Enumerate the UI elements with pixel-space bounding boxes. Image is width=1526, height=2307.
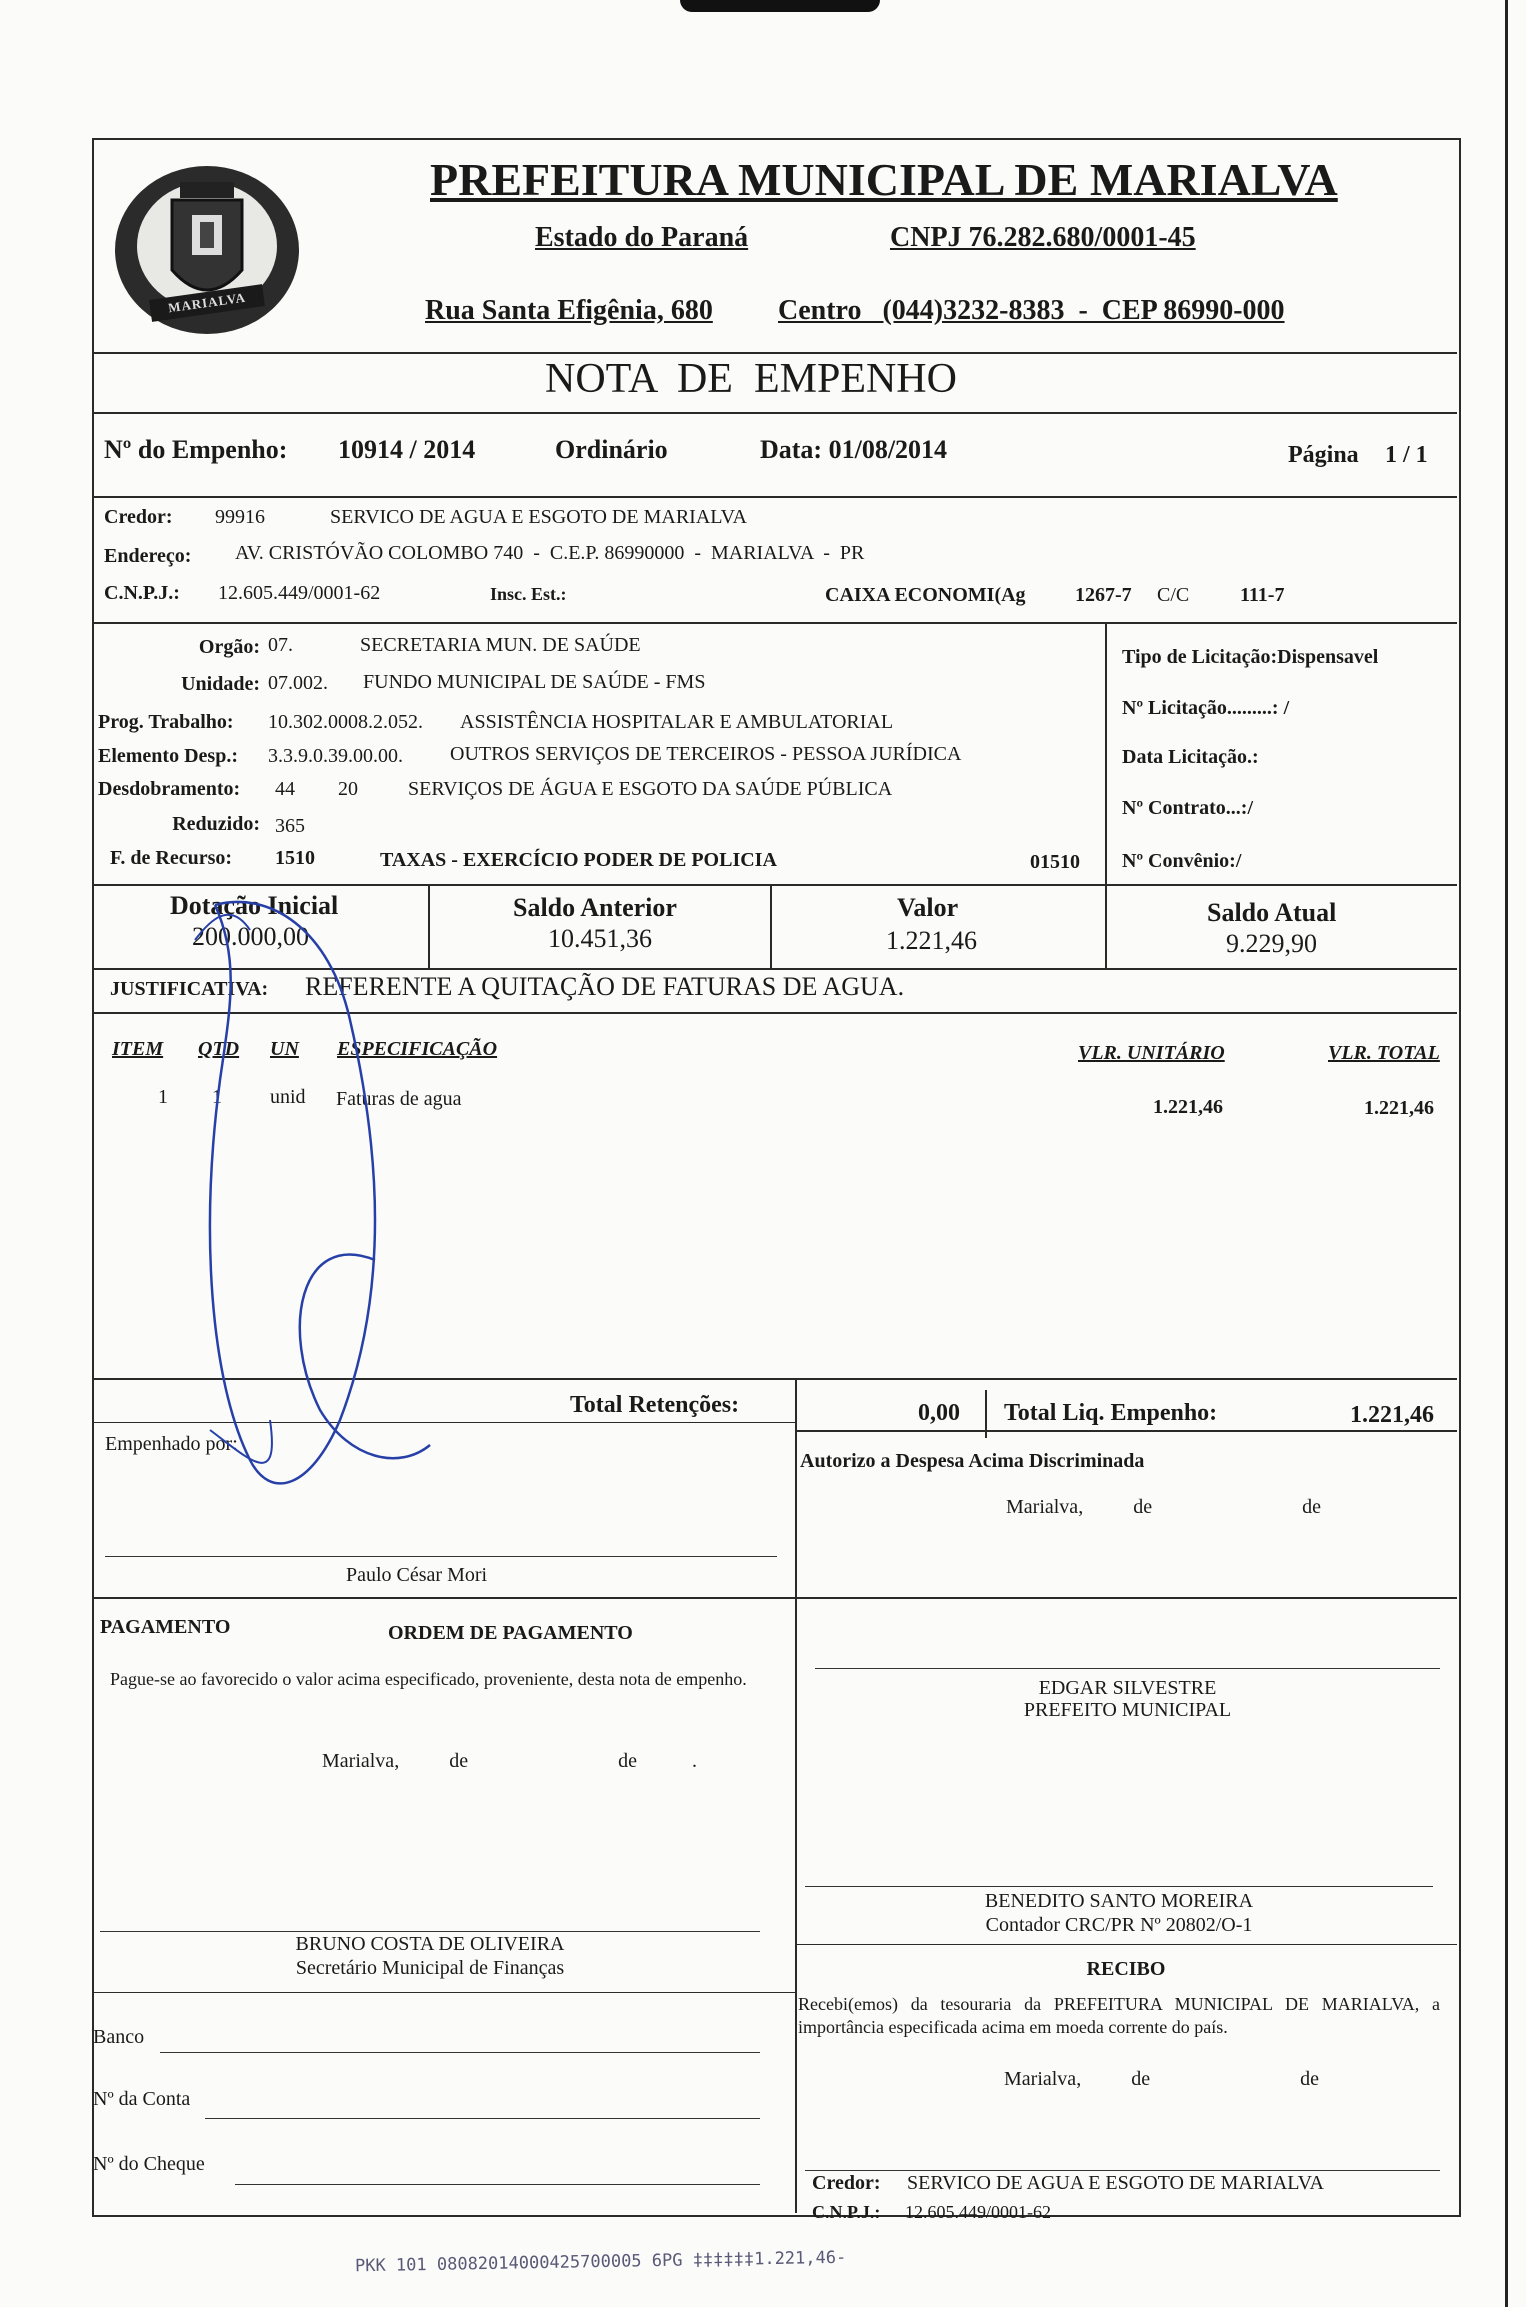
- header-state: Estado do Paraná: [535, 222, 749, 253]
- header-cnpj: CNPJ 76.282.680/0001-45: [890, 222, 1196, 253]
- desd-code: 44: [275, 778, 295, 800]
- dotacao-value: 200.000,00: [192, 922, 309, 951]
- empenho-number: 10914 / 2014: [338, 435, 476, 464]
- empenhado-por-label: Empenhado por:: [105, 1433, 238, 1455]
- desd-name: SERVIÇOS DE ÁGUA E ESGOTO DA SAÚDE PÚBLICA: [408, 778, 893, 800]
- divider: [795, 1944, 1457, 1945]
- cnpj-value: 12.605.449/0001-62: [218, 582, 381, 604]
- dotacao-label: Dotação Inicial: [170, 891, 339, 920]
- col-item: ITEM: [112, 1038, 164, 1060]
- cc-label: C/C: [1157, 584, 1190, 606]
- divider: [92, 496, 1457, 498]
- prog-label: Prog. Trabalho:: [98, 711, 234, 733]
- col-vlr-unitario: VLR. UNITÁRIO: [1078, 1042, 1225, 1064]
- item-un: unid: [270, 1086, 306, 1108]
- licitacao-data: Data Licitação.:: [1122, 746, 1259, 768]
- pagamento-texto: Pague-se ao favorecido o valor acima especificado, proveniente, desta nota de empenho.: [110, 1669, 747, 1689]
- recurso-full: 01510: [1030, 851, 1080, 873]
- recibo-cnpj-label: C.N.P.J.:: [812, 2202, 881, 2222]
- signature-line: [805, 2170, 1440, 2171]
- retencoes-label: Total Retenções:: [570, 1392, 740, 1418]
- saldo-atual-value: 9.229,90: [1226, 929, 1317, 958]
- endereco-value: AV. CRISTÓVÃO COLOMBO 740 - C.E.P. 86990000 - MARIALVA - PR: [235, 542, 865, 564]
- bank-agency: 1267-7: [1075, 584, 1132, 606]
- bank-name: CAIXA ECONOMI(Ag: [825, 584, 1026, 606]
- header-district-phone: Centro (044)3232-8383 - CEP 86990-000: [778, 295, 1285, 326]
- divider: [1105, 884, 1107, 968]
- recibo-credor-label: Credor:: [812, 2172, 881, 2194]
- pagamento-label: PAGAMENTO: [100, 1616, 231, 1638]
- unidade-name: FUNDO MUNICIPAL DE SAÚDE - FMS: [363, 671, 706, 693]
- empenho-date: Data: 01/08/2014: [760, 435, 948, 464]
- recurso-name: TAXAS - EXERCÍCIO PODER DE POLICIA: [380, 849, 777, 871]
- prefeito-cargo: PREFEITO MUNICIPAL: [1023, 1699, 1232, 1721]
- header-address: Rua Santa Efigênia, 680: [425, 295, 713, 326]
- unidade-label: Unidade:: [181, 673, 260, 695]
- secretario-cargo: Secretário Municipal de Finanças: [295, 1957, 565, 1979]
- signature-line: [805, 1886, 1433, 1887]
- seal-text: MARIALVA: [167, 289, 247, 316]
- elem-label: Elemento Desp.:: [98, 745, 238, 767]
- credor-name: SERVICO DE AGUA E ESGOTO DE MARIALVA: [330, 506, 747, 528]
- recibo-texto: Recebi(emos) da tesouraria da PREFEITURA MUNICIPAL DE MARIALVA, a importância especificada acima em moeda corrente do país.: [798, 1994, 1440, 2038]
- justificativa-label: JUSTIFICATIVA:: [110, 978, 269, 1000]
- saldo-anterior-label: Saldo Anterior: [513, 893, 677, 922]
- footer-stamp: PKK 101 08082014000425700005 6PG ‡‡‡‡‡‡1.221,46-: [354, 2247, 847, 2277]
- conta-line: [205, 2118, 760, 2119]
- retencoes-value: 0,00: [918, 1400, 960, 1426]
- col-vlr-total: VLR. TOTAL: [1328, 1042, 1440, 1064]
- autorizo-local-data: Marialva, de de: [1006, 1496, 1321, 1518]
- credor-label: Credor:: [104, 506, 173, 528]
- doc-title: NOTA DE EMPENHO: [545, 356, 957, 402]
- item-vlr-total: 1.221,46: [1364, 1097, 1434, 1119]
- signature-line: [105, 1556, 777, 1557]
- divider: [795, 1430, 797, 2213]
- divider: [92, 1597, 1457, 1599]
- item-qtd: 1: [212, 1086, 222, 1108]
- ordem-pagamento-label: ORDEM DE PAGAMENTO: [388, 1622, 633, 1644]
- banco-line: [160, 2052, 760, 2053]
- banco-label: Banco: [93, 2026, 145, 2048]
- recibo-title: RECIBO: [1086, 1958, 1166, 1980]
- contador-cargo: Contador CRC/PR Nº 20802/O-1: [985, 1914, 1253, 1936]
- recibo-cnpj: 12.605.449/0001-62: [905, 2202, 1051, 2222]
- signature-line: [815, 1668, 1440, 1669]
- item-number: 1: [158, 1086, 168, 1108]
- cc-value: 111-7: [1240, 584, 1285, 606]
- pagamento-local-data: Marialva, de de .: [322, 1750, 697, 1772]
- endereco-label: Endereço:: [104, 545, 192, 567]
- prefeito-nome: EDGAR SILVESTRE: [1038, 1677, 1217, 1699]
- orgao-label: Orgão:: [198, 636, 260, 658]
- valor-label: Valor: [897, 893, 959, 922]
- licitacao-tipo: Tipo de Licitação:Dispensavel: [1122, 646, 1379, 668]
- saldo-anterior-value: 10.451,36: [548, 924, 652, 953]
- saldo-atual-label: Saldo Atual: [1207, 898, 1337, 927]
- reduzido-label: Reduzido:: [172, 813, 260, 835]
- recurso-code: 1510: [275, 847, 315, 869]
- licitacao-convenio: Nº Convênio:/: [1122, 850, 1242, 872]
- prog-name: ASSISTÊNCIA HOSPITALAR E AMBULATORIAL: [460, 711, 894, 733]
- header-title: PREFEITURA MUNICIPAL DE MARIALVA: [430, 154, 1338, 205]
- cheque-label: Nº do Cheque: [93, 2153, 205, 2175]
- unidade-code: 07.002.: [268, 672, 328, 694]
- reduzido-value: 365: [275, 815, 305, 837]
- col-especificacao: ESPECIFICAÇÃO: [337, 1038, 498, 1060]
- cnpj-label: C.N.P.J.:: [104, 582, 180, 604]
- valor-value: 1.221,46: [886, 926, 977, 955]
- orgao-name: SECRETARIA MUN. DE SAÚDE: [360, 634, 641, 656]
- coat-of-arms-seal: [110, 160, 305, 340]
- credor-code: 99916: [215, 506, 265, 528]
- justificativa-text: REFERENTE A QUITAÇÃO DE FATURAS DE AGUA.: [305, 972, 905, 1001]
- divider: [92, 1992, 795, 1993]
- scan-artifact-top: [680, 0, 880, 12]
- desd-sub: 20: [338, 778, 358, 800]
- contador-nome: BENEDITO SANTO MOREIRA: [984, 1890, 1254, 1912]
- divider: [92, 412, 1457, 414]
- signature-line: [100, 1931, 760, 1932]
- licitacao-numero: Nº Licitação.........: /: [1122, 697, 1290, 719]
- item-espec: Faturas de agua: [336, 1088, 462, 1110]
- empenho-label: Nº do Empenho:: [104, 435, 288, 464]
- liq-value: 1.221,46: [1350, 1402, 1434, 1428]
- elem-name: OUTROS SERVIÇOS DE TERCEIROS - PESSOA JURÍDICA: [450, 743, 962, 765]
- elem-code: 3.3.9.0.39.00.00.: [268, 745, 403, 767]
- prog-code: 10.302.0008.2.052.: [268, 711, 423, 733]
- divider: [795, 1430, 1457, 1432]
- licitacao-contrato: Nº Contrato...:/: [1122, 797, 1254, 819]
- recibo-credor: SERVICO DE AGUA E ESGOTO DE MARIALVA: [907, 2172, 1324, 2194]
- divider: [770, 884, 772, 968]
- col-un: UN: [270, 1038, 299, 1060]
- divider: [92, 884, 1457, 886]
- orgao-code: 07.: [268, 634, 293, 656]
- divider: [92, 352, 1457, 354]
- empenho-type: Ordinário: [555, 435, 668, 464]
- liq-label: Total Liq. Empenho:: [1004, 1400, 1218, 1426]
- conta-label: Nº da Conta: [93, 2088, 191, 2110]
- recibo-local-data: Marialva, de de: [1004, 2068, 1319, 2090]
- divider: [92, 622, 1457, 624]
- item-vlr-unitario: 1.221,46: [1153, 1096, 1223, 1118]
- recurso-label: F. de Recurso:: [110, 847, 233, 869]
- insc-label: Insc. Est.:: [490, 584, 567, 604]
- empenhado-nome: Paulo César Mori: [346, 1564, 488, 1586]
- col-qtd: QTD: [198, 1038, 240, 1060]
- handwritten-signature: [190, 900, 610, 1500]
- page-label: Página: [1288, 442, 1359, 468]
- autorizo-text: Autorizo a Despesa Acima Discriminada: [800, 1450, 1145, 1472]
- divider: [1105, 622, 1107, 884]
- cheque-line: [235, 2184, 760, 2185]
- secretario-nome: BRUNO COSTA DE OLIVEIRA: [295, 1933, 565, 1955]
- page-value: 1 / 1: [1385, 442, 1428, 468]
- desd-label: Desdobramento:: [98, 778, 241, 800]
- scan-edge-right: [1505, 0, 1508, 2307]
